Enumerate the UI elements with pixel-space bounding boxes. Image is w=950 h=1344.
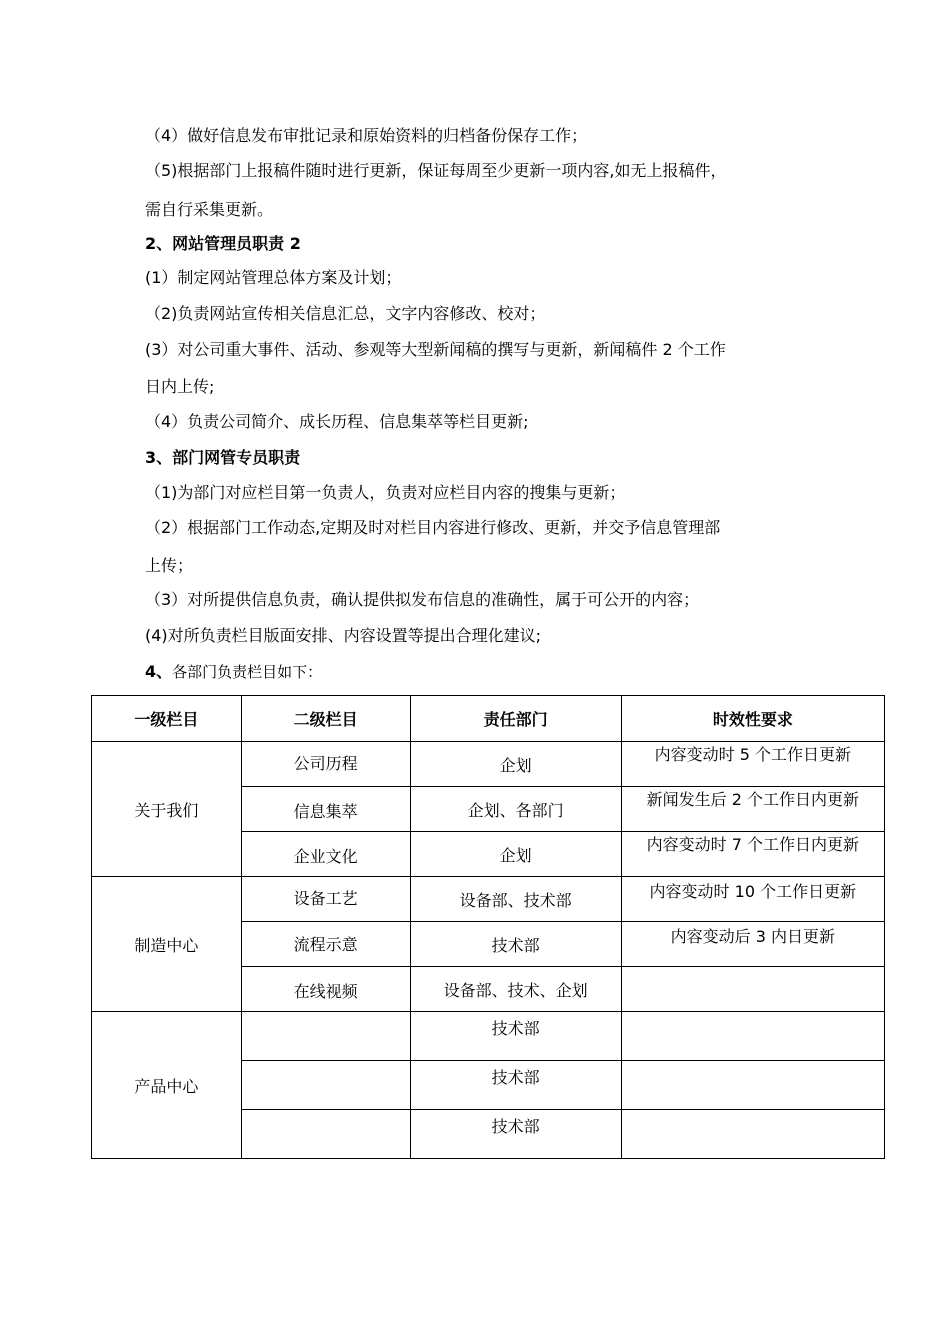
group-cell: 关于我们 [92,742,242,877]
section-heading-3: 3、部门网管专员职责 [145,448,301,467]
department-cell: 技术部 [410,1012,621,1061]
group-cell: 制造中心 [92,877,242,1012]
header-primary-column: 一级栏目 [92,696,242,742]
specialist-duty-2: （2）根据部门工作动态,定期及时对栏目内容进行修改、更新，并交予信息管理部 [145,518,721,537]
column-responsibility-table [91,695,885,1159]
timing-cell [621,1061,884,1110]
sub-column-cell [241,1012,410,1061]
specialist-duty-1: （1)为部门对应栏目第一负责人，负责对应栏目内容的搜集与更新； [145,483,626,502]
header-department: 责任部门 [410,696,621,742]
timing-cell [621,787,884,832]
timing-text: 新闻发生后 2 个工作日内更新 [646,790,859,809]
sub-column-label: 公司历程 [293,754,358,773]
sub-column-cell [241,787,410,832]
sub-column-label: 企业文化 [293,846,358,866]
table-row [92,877,885,922]
sub-column-label: 在线视频 [293,982,358,1001]
department-cell: 技术部 [410,1061,621,1110]
header-timeliness: 时效性要求 [621,696,884,742]
department-cell: 企划、各部门 [410,787,621,832]
duty-item-4: （4）做好信息发布审批记录和原始资料的归档备份保存工作； [145,126,588,145]
sub-column-cell [241,877,410,922]
duty-item-5: （5)根据部门上报稿件随时进行更新，保证每周至少更新一项内容,如无上报稿件， [145,161,727,180]
sub-column-cell [241,1110,410,1159]
department-cell: 设备部、技术部 [410,877,621,922]
admin-duty-3: (3）对公司重大事件、活动、参观等大型新闻稿的撰写与更新，新闻稿件 2 个工作 [145,340,726,359]
sub-column-cell [241,742,410,787]
timing-cell [621,742,884,787]
timing-text: 内容变动时 10 个工作日更新 [649,882,857,901]
department-cell: 企划 [410,832,621,877]
timing-text [622,1065,884,1105]
department-cell: 技术部 [410,922,621,967]
table-header-row [92,696,885,742]
specialist-duty-3: （3）对所提供信息负责，确认提供拟发布信息的准确性，属于可公开的内容； [145,590,700,609]
department-cell: 企划 [410,742,621,787]
timing-text [622,969,884,1009]
specialist-duty-2-cont: 上传； [145,556,194,575]
section-heading-4 [145,661,322,683]
timing-text [622,1016,884,1056]
section-heading-2: 2、网站管理员职责 2 [145,234,301,253]
specialist-duty-4: (4)对所负责栏目版面安排、内容设置等提出合理化建议; [145,626,542,645]
group-cell: 产品中心 [92,1012,242,1159]
timing-text: 内容变动时 5 个工作日更新 [654,745,851,764]
section-heading-4-number: 4、 [145,662,173,681]
timing-cell [621,1012,884,1061]
timing-cell [621,1110,884,1159]
department-cell: 技术部 [410,1110,621,1159]
sub-column-cell [241,1061,410,1110]
section-heading-4-text: 各部门负责栏目如下： [172,663,323,681]
table-row [92,742,885,787]
timing-text [622,1114,884,1154]
timing-cell [621,922,884,967]
timing-cell [621,877,884,922]
admin-duty-2: （2)负责网站宣传相关信息汇总，文字内容修改、校对； [145,304,546,323]
header-secondary-column: 二级栏目 [241,696,410,742]
duty-item-5-cont: 需自行采集更新。 [145,200,274,219]
timing-cell [621,967,884,1012]
admin-duty-4: （4）负责公司简介、成长历程、信息集萃等栏目更新; [145,412,529,431]
department-cell: 设备部、技术、企划 [410,967,621,1012]
timing-text: 内容变动后 3 内日更新 [670,927,835,946]
table-row [92,1012,885,1061]
sub-column-label: 流程示意 [293,935,358,954]
sub-column-cell [241,967,410,1012]
admin-duty-1: (1）制定网站管理总体方案及计划； [145,268,402,287]
sub-column-label: 设备工艺 [293,889,358,908]
timing-cell [621,832,884,877]
sub-column-label: 信息集萃 [293,802,358,821]
sub-column-cell [241,832,410,877]
admin-duty-3-cont: 日内上传; [145,377,215,396]
sub-column-cell [241,922,410,967]
timing-text: 内容变动时 7 个工作日内更新 [646,835,859,854]
